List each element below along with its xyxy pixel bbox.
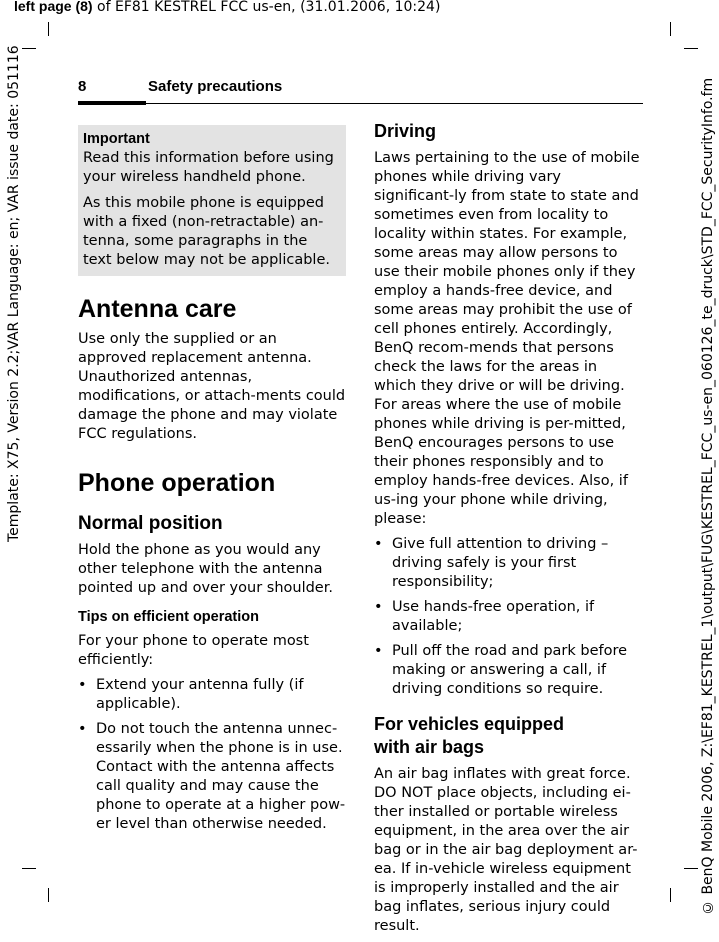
- template-info: Template: X75, Version 2.2;VAR Language: en; VAR issue date: 051116: [6, 45, 22, 542]
- crop-mark: [22, 48, 36, 49]
- tips-intro: For your phone to operate most efficiently:: [78, 633, 309, 668]
- normal-position-text: Hold the phone as you would any other telephone with the antenna pointed up and over your shoulder.: [78, 542, 333, 596]
- header-rule-accent: [78, 101, 146, 105]
- driving-heading: Driving: [374, 121, 437, 141]
- crop-mark: [22, 868, 36, 869]
- list-item: • Use hands-free operation, if available;: [374, 598, 642, 636]
- copyright-path: © BenQ Mobile 2006, Z:\EF81_KESTREL_1\output\FUG\KESTREL_FCC_us-en_060126_te_druck\STD_FCC_SecurityInfo.fm: [700, 77, 716, 915]
- running-head-title: Safety precautions: [148, 78, 283, 95]
- crop-mark: [48, 22, 49, 36]
- print-header-info: of EF81 KESTREL FCC us-en, (31.01.2006, 10:24): [92, 0, 441, 15]
- normal-position-heading: Normal position: [78, 513, 223, 534]
- antenna-care-text: Use only the supplied or an approved replacement antenna. Unauthorized antennas, modifications, or attach-ments could damage the phone and may violate FCC regulations.: [78, 331, 346, 442]
- crop-mark: [684, 48, 698, 49]
- list-item: • Do not touch the antenna unnec-essarily when the phone is in use. Contact with the antenna affects call quality and may cause the phone to operate at a higher pow-er level than otherwise needed.: [78, 720, 346, 834]
- right-column: [374, 120, 642, 942]
- important-text-2: As this mobile phone is equipped with a fixed (non-retractable) an-tenna, some paragraphs in the text below may not be applicable.: [83, 195, 330, 268]
- crop-mark: [670, 888, 671, 902]
- print-header-page: left page (8): [14, 0, 93, 14]
- important-text-1: Read this information before using your wireless handheld phone.: [83, 150, 334, 185]
- crop-mark: [48, 888, 49, 902]
- list-item: • Pull off the road and park before making or answering a call, if driving conditions so require.: [374, 642, 642, 699]
- driving-list: [374, 535, 642, 699]
- print-header: [14, 0, 440, 15]
- header-rule: [78, 103, 643, 104]
- list-item: • Extend your antenna fully (if applicable).: [78, 676, 346, 714]
- list-item: • Give full attention to driving – driving safely is your first responsibility;: [374, 535, 642, 592]
- page-number: 8: [78, 78, 87, 95]
- airbags-text: An air bag inflates with great force. DO NOT place objects, including ei-ther installed or portable wireless equipment, in the area over the air bag or in the air bag deployment ar-ea. If in-vehicle wireless equipment is improperly installed and the air bag inflates, serious injury could result.: [374, 766, 638, 934]
- airbags-heading: For vehicles equipped with air bags: [374, 714, 565, 757]
- important-box: [78, 125, 346, 276]
- left-column: [78, 125, 346, 844]
- tips-heading: Tips on efficient operation: [78, 609, 259, 625]
- phone-operation-heading: Phone operation: [78, 469, 276, 497]
- crop-mark: [670, 22, 671, 36]
- crop-mark: [684, 868, 698, 869]
- important-title: Important: [83, 131, 150, 147]
- tips-list: [78, 676, 346, 834]
- antenna-care-heading: Antenna care: [78, 295, 237, 323]
- driving-text: Laws pertaining to the use of mobile phones while driving vary significant-ly from state to state and sometimes even from locality to locality within states. For example, some areas may allow persons to use their mobile phones only if they employ a hands-free device, and some areas may prohibit the use of cell phones entirely. Accordingly, BenQ recom-mends that persons check the laws for the areas in which they drive or will be driving. For areas where the use of mobile phones while driving is per-mitted, BenQ encourages persons to use their phones responsibly and to employ hands-free devices. Also, if us-ing your phone while driving, please:: [374, 150, 640, 527]
